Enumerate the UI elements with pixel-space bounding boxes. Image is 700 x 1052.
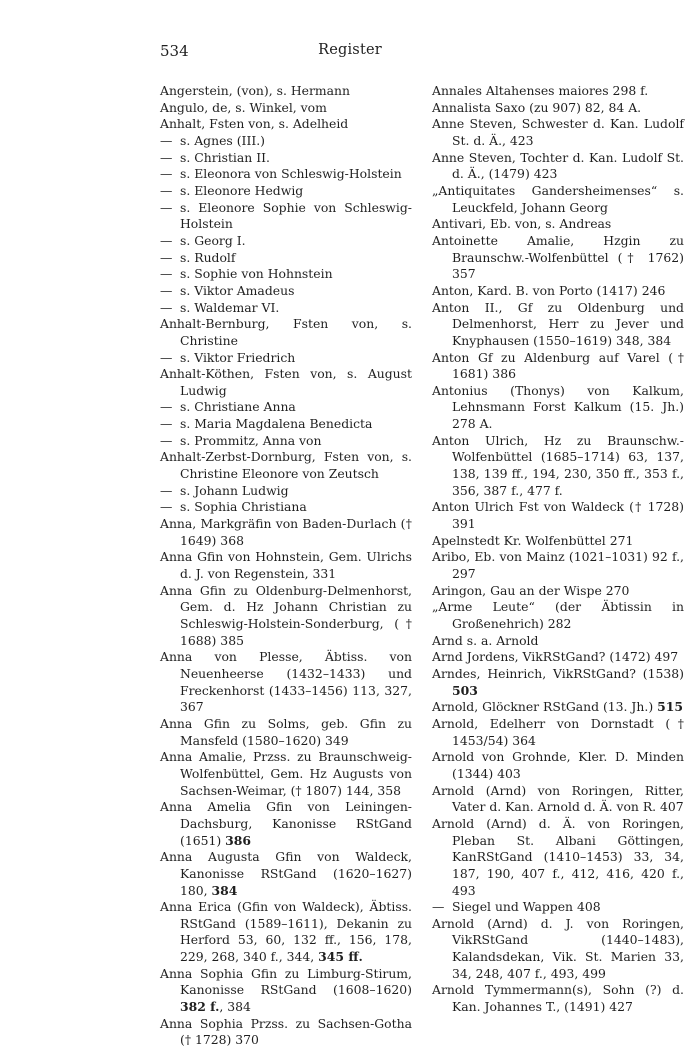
entry-text: Arnold (Arnd) d. Ä. von Roringen, Pleban St. Albani Göttingen, KanRStGand (1410–1453) 33, 34, 187, 190, 407 f., 412, 416, 420 f., 493: [432, 815, 684, 898]
entry-text: Anna Augusta Gfin von Waldeck, Kanonisse RStGand (1620–1627) 180,: [160, 849, 412, 898]
entry-text: s. Prommitz, Anna von: [180, 432, 322, 448]
subentry-dash: —: [160, 499, 173, 515]
index-subentry: [160, 399, 412, 416]
entry-text: Anton Ulrich, Hz zu Braunschw.-Wolfenbüttel (1685–1714) 63, 137, 138, 139 ff., 194, 230, 350 ff., 353 f., 356, 387 f., 477 f.: [432, 432, 684, 498]
entry-trailing-text: , 384: [219, 999, 251, 1015]
entry-text: Anhalt-Köthen, Fsten von, s. August Ludwig: [160, 366, 412, 398]
entry-text: Arnold von Grohnde, Kler. D. Minden (1344) 403: [432, 749, 684, 781]
index-entry: [160, 966, 412, 1016]
index-entry: [432, 533, 684, 550]
index-entry: [160, 116, 412, 133]
index-entry: [432, 83, 684, 100]
entry-text: s. Georg I.: [180, 232, 246, 248]
entry-text: Anna Gfin zu Solms, geb. Gfin zu Mansfeld (1580–1620) 349: [160, 715, 412, 748]
entry-bold-page-ref: 384: [211, 882, 238, 898]
index-entry: [432, 233, 684, 283]
entry-text: Angulo, de, s. Winkel, vom: [160, 99, 327, 115]
entry-text: s. Viktor Amadeus: [180, 282, 295, 298]
entry-text: Anna Sophia Przss. zu Sachsen-Gotha († 1728) 370: [160, 1015, 412, 1048]
entry-text: „Antiquitates Gandersheimenses“ s. Leuckfeld, Johann Georg: [432, 182, 684, 215]
index-entry: [160, 449, 412, 482]
index-subentry: [432, 899, 684, 916]
index-entry: [160, 799, 412, 849]
index-subentry: [160, 183, 412, 200]
entry-text: Anna von Plesse, Äbtiss. von Neuenheerse (1432–1433) und Freckenhorst (1433–1456) 113, 327, 367: [160, 649, 412, 715]
entry-text: Anton, Kard. B. von Porto (1417) 246: [432, 282, 666, 298]
index-subentry: [160, 416, 412, 433]
entry-text: s. Sophia Christiana: [180, 499, 307, 515]
subentry-dash: —: [160, 482, 173, 498]
index-subentry: [160, 166, 412, 183]
index-entry: [432, 749, 684, 782]
entry-text: s. Eleonore Sophie von Schleswig-Holstein: [180, 199, 412, 232]
entry-text: Anna Gfin von Hohnstein, Gem. Ulrichs d. J. von Regenstein, 331: [160, 549, 412, 582]
index-entry: [432, 183, 684, 216]
entry-text: „Arme Leute“ (der Äbtissin in Großenehrich) 282: [432, 599, 684, 631]
entry-text: Anne Steven, Tochter d. Kan. Ludolf St. d. Ä., (1479) 423: [432, 149, 684, 182]
index-entry: [160, 899, 412, 966]
entry-text: Aringon, Gau an der Wispe 270: [432, 582, 630, 598]
subentry-dash: —: [160, 199, 173, 215]
index-subentry: [160, 233, 412, 250]
index-entry: [160, 100, 412, 117]
subentry-dash: —: [160, 232, 173, 248]
index-subentry: [160, 250, 412, 267]
entry-text: Arnold, Edelherr von Dornstadt († 1453/54) 364: [432, 715, 684, 748]
subentry-dash: —: [160, 349, 173, 365]
index-entry: [432, 300, 684, 350]
entry-bold-page-ref: 503: [452, 682, 478, 698]
index-entry: [432, 499, 684, 532]
index-entry: [160, 316, 412, 349]
entry-text: Anna, Markgräfin von Baden-Durlach († 1649) 368: [160, 516, 412, 548]
index-entry: [432, 116, 684, 149]
index-entry: [160, 1016, 412, 1049]
index-entry: [160, 83, 412, 100]
entry-text: Arnold (Arnd) d. J. von Roringen, VikRStGand (1440–1483), Kalandsdekan, Vik. St. Marien 33, 34, 248, 407 f., 493, 499: [432, 915, 684, 981]
index-entry: [432, 916, 684, 983]
entry-text: Antivari, Eb. von, s. Andreas: [432, 216, 612, 232]
index-subentry: [160, 150, 412, 167]
entry-bold-page-ref: 345 ff.: [318, 949, 363, 965]
entry-text: Anhalt-Bernburg, Fsten von, s. Christine: [160, 316, 412, 348]
entry-text: Anton Gf zu Aldenburg auf Varel († 1681) 386: [432, 349, 684, 382]
entry-text: Anton Ulrich Fst von Waldeck († 1728) 391: [432, 499, 684, 532]
page-number: 534: [160, 42, 189, 60]
entry-text: Anna Gfin zu Oldenburg-Delmenhorst, Gem. d. Hz Johann Christian zu Schleswig-Holstein-Sonderburg, († 1688) 385: [160, 582, 412, 648]
entry-text: Annalista Saxo (zu 907) 82, 84 A.: [432, 99, 642, 115]
entry-text: s. Christian II.: [180, 149, 270, 165]
page-header: [0, 42, 700, 64]
index-entry: [432, 150, 684, 183]
subentry-dash: —: [160, 149, 173, 165]
entry-text: Antoinette Amalie, Hzgin zu Braunschw.-Wolfenbüttel († 1762) 357: [432, 232, 684, 282]
index-entry: [160, 516, 412, 549]
entry-text: Antonius (Thonys) von Kalkum, Lehnsmann Forst Kalkum (15. Jh.) 278 A.: [432, 382, 684, 432]
index-subentry: [160, 483, 412, 500]
index-entry: [432, 350, 684, 383]
subentry-dash: —: [160, 266, 173, 282]
index-subentry: [160, 433, 412, 450]
entry-text: s. Viktor Friedrich: [180, 349, 296, 365]
entry-text: Arnd Jordens, VikRStGand? (1472) 497: [432, 649, 679, 665]
subentry-dash: —: [160, 299, 173, 315]
entry-text: Anna Sophia Gfin zu Limburg-Stirum, Kanonisse RStGand (1608–1620): [160, 965, 412, 998]
index-subentry: [160, 200, 412, 233]
subentry-dash: —: [160, 249, 173, 265]
subentry-dash: —: [160, 416, 173, 432]
index-entry: [432, 649, 684, 666]
index-entry: [160, 366, 412, 399]
entry-text: s. Waldemar VI.: [180, 299, 280, 315]
index-entry: [160, 849, 412, 899]
index-entry: [432, 716, 684, 749]
index-subentry: [160, 300, 412, 317]
index-subentry: [160, 283, 412, 300]
index-subentry: [160, 133, 412, 150]
entry-text: Angerstein, (von), s. Hermann: [160, 83, 350, 98]
entry-text: Siegel und Wappen 408: [452, 899, 601, 915]
subentry-dash: —: [160, 182, 173, 198]
index-entry: [432, 283, 684, 300]
entry-bold-page-ref: 382 f.: [180, 999, 220, 1015]
entry-text: s. Rudolf: [180, 249, 236, 265]
entry-text: Arndes, Heinrich, VikRStGand? (1538): [432, 665, 684, 681]
index-entry: [432, 383, 684, 433]
entry-text: Arnold Tymmermann(s), Sohn (?) d. Kan. Johannes T., (1491) 427: [432, 982, 684, 1015]
index-entry: [432, 100, 684, 117]
index-subentry: [160, 350, 412, 367]
subentry-dash: —: [160, 282, 173, 298]
entry-text: s. Eleonora von Schleswig-Holstein: [180, 166, 402, 182]
entry-text: Anhalt-Zerbst-Dornburg, Fsten von, s. Christine Eleonore von Zeutsch: [160, 449, 412, 482]
entry-text: s. Eleonore Hedwig: [180, 182, 304, 198]
index-column-left: [160, 83, 412, 1049]
index-entry: [160, 716, 412, 749]
entry-text: s. Maria Magdalena Benedicta: [180, 416, 373, 432]
index-entry: [160, 749, 412, 799]
entry-text: Anhalt, Fsten von, s. Adelheid: [160, 116, 349, 132]
index-entry: [432, 583, 684, 600]
entry-text: Apelnstedt Kr. Wolfenbüttel 271: [432, 532, 634, 548]
entry-text: Aribo, Eb. von Mainz (1021–1031) 92 f., 297: [432, 549, 684, 582]
entry-text: Annales Altahenses maiores 298 f.: [432, 83, 649, 98]
entry-text: Anna Erica (Gfin von Waldeck), Äbtiss. RStGand (1589–1611), Dekanin zu Herford 53, 60, 132 ff., 156, 178, 229, 268, 340 f., 344,: [160, 899, 412, 965]
entry-text: s. Johann Ludwig: [180, 482, 289, 498]
entry-text: Anne Steven, Schwester d. Kan. Ludolf St. d. Ä., 423: [432, 116, 684, 148]
entry-text: Anna Amalie, Przss. zu Braunschweig-Wolfenbüttel, Gem. Hz Augusts von Sachsen-Weimar, († 1807) 144, 358: [160, 749, 412, 798]
entry-text: s. Christiane Anna: [180, 399, 296, 415]
index-entry: [432, 599, 684, 632]
index-subentry: [160, 266, 412, 283]
index-entry: [160, 583, 412, 650]
entry-text: Arnd s. a. Arnold: [432, 632, 539, 648]
index-column-right: [432, 83, 684, 1016]
index-entry: [432, 666, 684, 699]
index-entry: [432, 783, 684, 816]
entry-text: s. Sophie von Hohnstein: [180, 266, 333, 282]
index-entry: [432, 816, 684, 899]
subentry-dash: —: [432, 899, 445, 915]
entry-text: Arnold, Glöckner RStGand (13. Jh.): [432, 699, 658, 715]
index-entry: [432, 633, 684, 650]
entry-text: Anton II., Gf zu Oldenburg und Delmenhorst, Herr zu Jever und Knyphausen (1550–1619) 348, 384: [432, 299, 684, 348]
entry-bold-page-ref: 386: [225, 832, 252, 848]
index-entry: [160, 649, 412, 716]
entry-bold-page-ref: 515: [657, 699, 683, 715]
index-entry: [432, 699, 684, 716]
subentry-dash: —: [160, 166, 173, 182]
index-subentry: [160, 499, 412, 516]
subentry-dash: —: [160, 399, 173, 415]
index-entry: [432, 216, 684, 233]
index-entry: [432, 549, 684, 582]
running-title: Register: [318, 42, 382, 58]
index-entry: [432, 982, 684, 1015]
index-entry: [160, 549, 412, 582]
entry-text: Arnold (Arnd) von Roringen, Ritter, Vater d. Kan. Arnold d. Ä. von R. 407: [432, 782, 684, 815]
subentry-dash: —: [160, 132, 173, 148]
subentry-dash: —: [160, 432, 173, 448]
entry-text: s. Agnes (III.): [180, 132, 266, 148]
index-entry: [432, 433, 684, 500]
entry-text: Anna Amelia Gfin von Leiningen-Dachsburg, Kanonisse RStGand (1651): [160, 799, 412, 848]
